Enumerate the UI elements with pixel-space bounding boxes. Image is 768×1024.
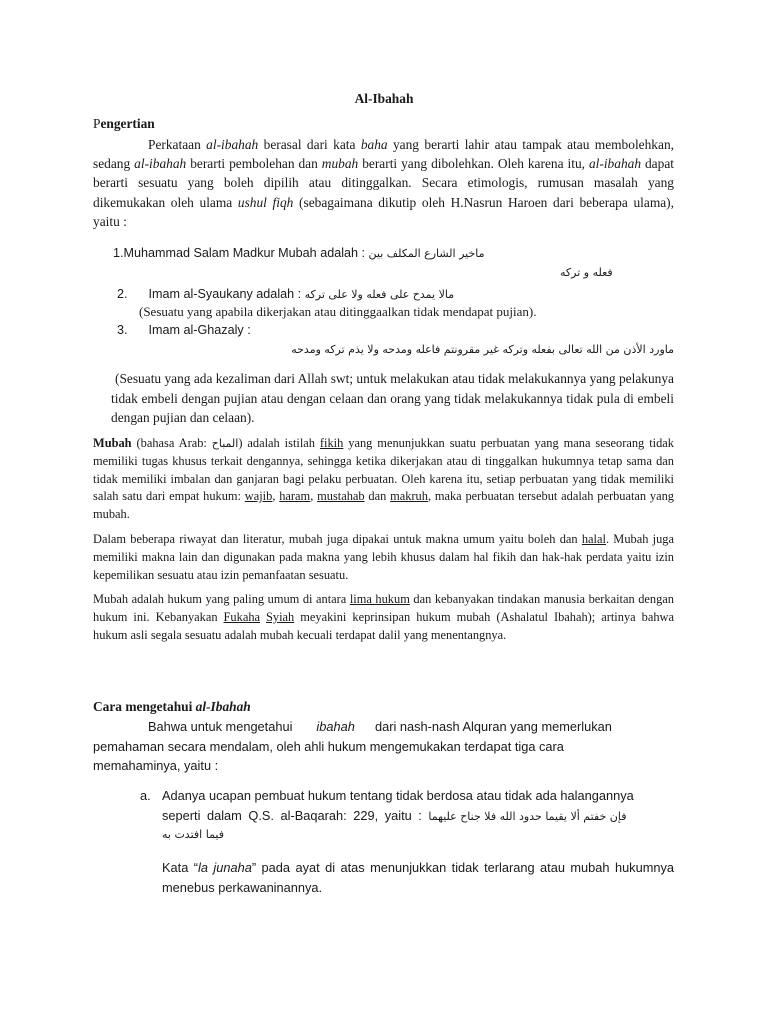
paragraph-mubah-literature	[93, 531, 674, 584]
text-run: (sebagaimana dikutip oleh H.Nasrun Haroen dari beberapa ulama), yaitu :	[93, 194, 674, 229]
arabic-continuation: فعله و تركه	[560, 266, 613, 279]
italic-term: la junaha	[198, 860, 252, 875]
list-item-text: 1.Muhammad Salam Madkur Mubah adalah :	[113, 246, 369, 260]
text-run: ) adalah istilah	[238, 436, 320, 450]
text-run: dapat berarti sesuatu yang boleh dipilih atau ditinggalkan. Secara etimologis, rumusan masalah yang dikemukakan oleh ulama	[93, 156, 674, 210]
heading-initial: P	[93, 116, 101, 131]
heading-rest: engertian	[100, 116, 155, 131]
italic-term: al-ibahah	[206, 137, 259, 152]
section-heading-cara	[93, 697, 251, 716]
text-run: seperti dalam Q.S. al-Baqarah: 229, yaitu :	[162, 808, 429, 823]
text-run: meyakini keprinsipan hukum mubah (Ashalatul Ibahah); artinya bahwa hukum asli segala sesuatu adalah mubah kecuali terdapat dalil yang menentangnya.	[93, 609, 674, 642]
link-wajib[interactable]: wajib	[244, 489, 273, 504]
text-run: Dalam beberapa riwayat dan literatur, mubah juga dipakai untuk makna umum yaitu boleh dan	[93, 532, 582, 546]
list-item-text: Imam al-Ghazaly :	[148, 323, 251, 337]
list-item-ghazaly	[117, 321, 251, 339]
paragraph-definition	[93, 135, 674, 231]
text-run: dan	[364, 489, 391, 504]
link-fukaha[interactable]: Fukaha	[223, 609, 261, 624]
link-fikih[interactable]: fikih	[319, 436, 344, 450]
list-item-madkur	[113, 244, 485, 263]
arabic-quote-ghazaly: ماورد الأذن من الله تعالى بفعله وتركه غير مقرونتم فاعله ومدحه ولا يذم تركه ومدحه	[291, 343, 674, 356]
text-run: , maka perbuatan tersebut adalah perbuatan yang mubah.	[93, 489, 674, 522]
text-run: . Mubah juga memiliki makna lain dan digunakan pada makna yang lebih khusus dalam hal fikih dan hak-hak perdata yaitu izin kepemilikan sesuatu atau izin pemanfaatan sesuatu.	[93, 532, 675, 582]
link-syiah[interactable]: Syiah	[266, 609, 295, 624]
paragraph-mubah-general	[93, 591, 674, 644]
list-label-a: a.	[140, 788, 151, 803]
list-item-text: Imam al-Syaukany adalah :	[148, 287, 305, 301]
text-run: ” pada ayat di atas menunjukkan tidak terlarang atau mubah hukumnya menebus perkawaninannya.	[162, 860, 674, 895]
list-item-a-line1: Adanya ucapan pembuat hukum tentang tidak berdosa atau tidak ada halangannya	[162, 788, 634, 803]
text-run: yang berarti lahir atau tampak atau membolehkan, sedang	[93, 137, 674, 172]
text-run: Mubah adalah hukum yang paling umum di antara	[93, 592, 350, 606]
arabic-quote-continuation	[162, 828, 282, 841]
paragraph-mubah-definition	[93, 435, 674, 524]
paragraph-la-junaha	[162, 858, 674, 897]
italic-term: baha	[360, 137, 388, 152]
link-mustahab[interactable]: mustahab	[317, 489, 365, 504]
text-run: ,	[310, 489, 318, 504]
text-run: dan kebanyakan tindakan manusia berkaitan dengan hukum ini. Kebanyakan	[93, 592, 675, 624]
link-makruh[interactable]: makruh	[390, 489, 428, 504]
paragraph-cara-body: dari nash-nash Alquran yang memerlukan pemahaman secara mendalam, oleh ahli hukum mengemukakan terdapat tiga cara memahaminya, yaitu :	[93, 719, 612, 773]
italic-term: al-ibahah	[588, 156, 642, 172]
text-run: ,	[272, 489, 280, 504]
italic-term: mubah	[321, 156, 359, 172]
text-run: berarti yang dibolehkan. Oleh karena itu,	[358, 156, 589, 172]
translation-ghazaly: (Sesuatu yang ada kezaliman dari Allah swt; untuk melakukan atau tidak melakukannya yang pelakunya tidak embeli dengan pujian atau dengan celaan dan orang yang tidak melakukannya tidak pula di embeli dengan pujian dan celaan).	[111, 371, 674, 425]
text-run: berasal dari kata	[258, 137, 361, 152]
arabic-text: المباح	[211, 437, 239, 450]
link-haram[interactable]: haram	[279, 489, 311, 504]
text-run: Perkataan	[148, 137, 207, 152]
section-heading-pengertian	[93, 114, 155, 133]
link-halal[interactable]: halal	[581, 532, 606, 546]
text-run: Kata “	[162, 860, 199, 875]
translation-syaukany: (Sesuatu yang apabila dikerjakan atau ditinggaalkan tidak mendapat pujian).	[139, 304, 537, 319]
list-item-a-line2	[162, 808, 627, 823]
arabic-text: مالا يمدح على فعله ولا على تركه	[304, 288, 455, 301]
italic-term: ibahah	[316, 719, 355, 734]
list-number: 3.	[117, 323, 128, 337]
text-run: (bahasa Arab:	[131, 436, 212, 450]
arabic-text: ماخير الشارع المكلف بين	[368, 247, 485, 260]
bold-term: Mubah	[93, 436, 132, 450]
link-lima-hukum[interactable]: lima hukum	[349, 592, 410, 606]
text-run: yang menunjukkan suatu perbuatan yang mana seseorang tidak memiliki tugas khusus terkait dengannya, sehingga ketika dikerjakan atau di tinggalkan hukumnya tetap sama dan tidak memiliki imbalan dan ganjaran bagi pelaku perbuatan. Oleh karena itu, setiap perbuatan yang tidak memiliki salah satu dari empat hukum:	[93, 436, 674, 504]
text-run: berarti pembolehan dan	[186, 156, 322, 172]
arabic-quote: فإن خفتم ألا يقيما حدود الله فلا جناح عليهما	[428, 810, 627, 823]
italic-term: ushul fiqh	[237, 194, 294, 210]
heading-text: Cara mengetahui	[93, 699, 196, 714]
heading-italic-term: al-Ibahah	[195, 699, 251, 714]
arabic-text: فيما افتدت به	[162, 828, 225, 841]
list-number: 2.	[117, 287, 128, 301]
document-title: Al-Ibahah	[354, 91, 414, 106]
italic-term: al-ibahah	[134, 156, 187, 172]
text-run: Bahwa untuk mengetahui	[148, 719, 293, 734]
